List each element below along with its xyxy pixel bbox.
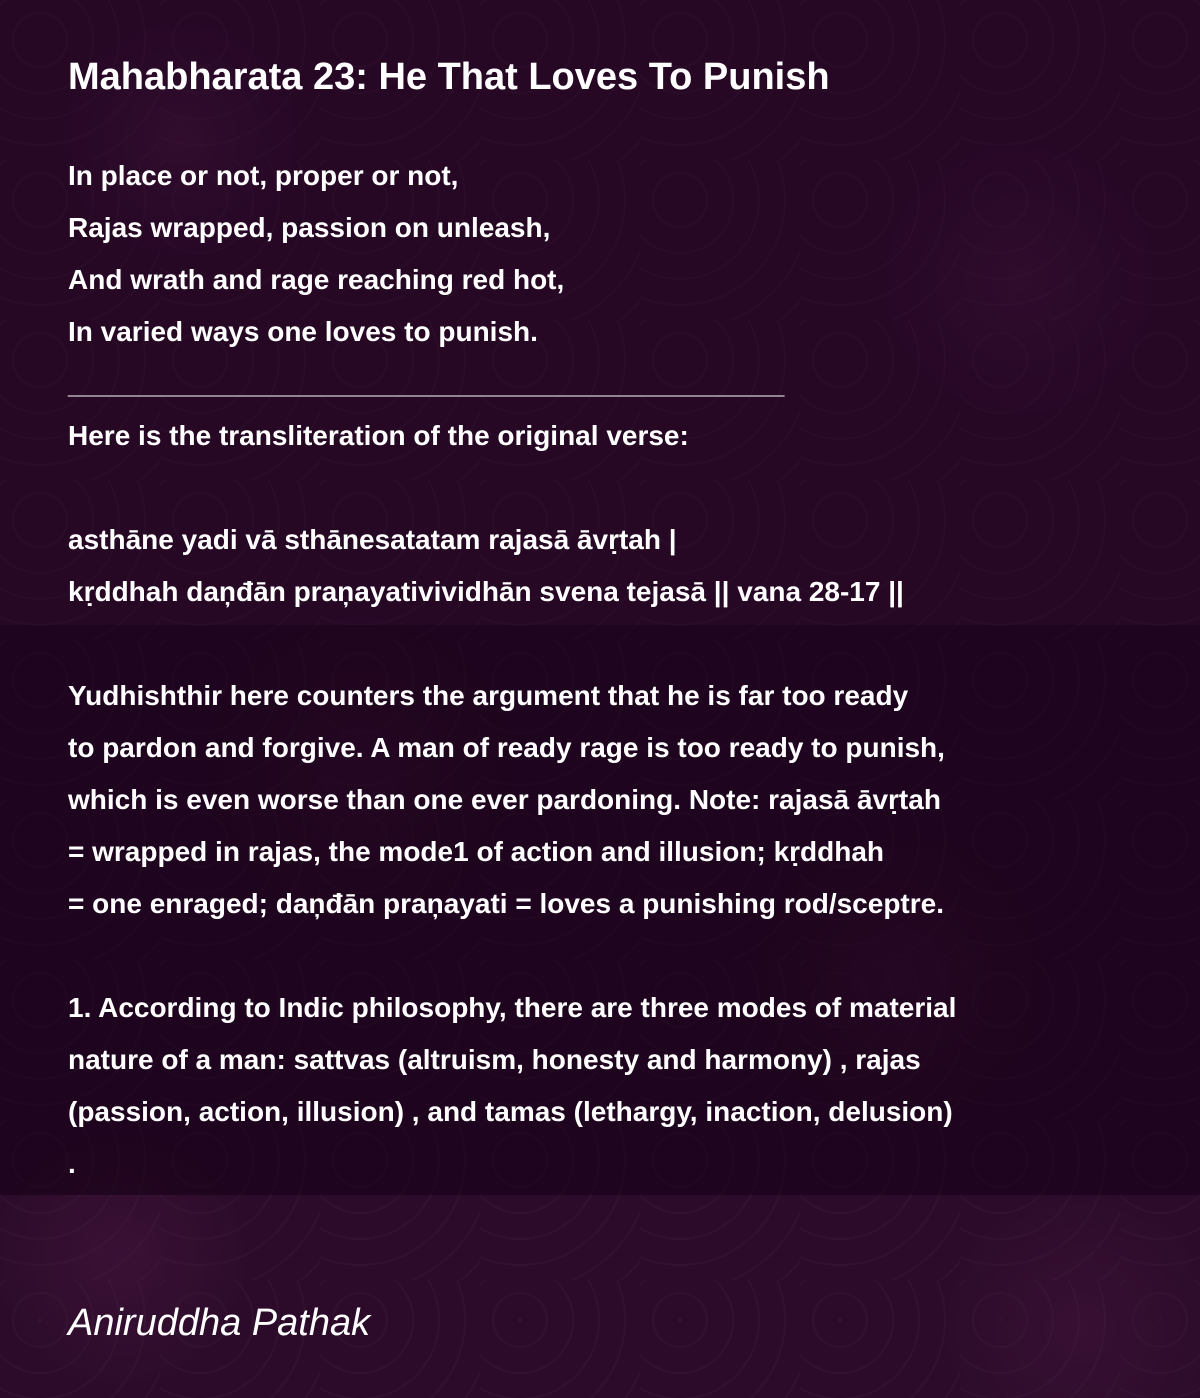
poem-line: asthāne yadi vā sthānesatatam rajasā āvṛtah | xyxy=(68,524,677,555)
poem-line: Here is the transliteration of the original verse: xyxy=(68,420,689,451)
poem-line: = wrapped in rajas, the mode1 of action and illusion; kṛddhah xyxy=(68,836,885,867)
blank-line xyxy=(68,618,1168,670)
poem-line: which is even worse than one ever pardoning. Note: rajasā āvṛtah xyxy=(68,784,941,815)
poem-line: (passion, action, illusion) , and tamas (lethargy, inaction, delusion) xyxy=(68,1096,953,1127)
poem-line: kṛddhah daņđān praņayativividhān svena tejasā || vana 28-17 || xyxy=(68,576,904,607)
poem-title: Mahabharata 23: He That Loves To Punish xyxy=(68,56,830,98)
poem-line: Yudhishthir here counters the argument that he is far too ready xyxy=(68,680,909,711)
poem-line: In place or not, proper or not, xyxy=(68,160,459,191)
poem-body xyxy=(68,150,1168,1190)
poem-line: And wrath and rage reaching red hot, xyxy=(68,264,565,295)
poem-line: to pardon and forgive. A man of ready rage is too ready to punish, xyxy=(68,732,945,763)
poem-line: ______________________________________________ xyxy=(68,368,785,399)
blank-line xyxy=(68,930,1168,982)
poem-line: In varied ways one loves to punish. xyxy=(68,316,538,347)
poem-author: Aniruddha Pathak xyxy=(68,1302,371,1344)
poem-line: nature of a man: sattvas (altruism, honesty and harmony) , rajas xyxy=(68,1044,921,1075)
blank-line xyxy=(68,462,1168,514)
poem-line: 1. According to Indic philosophy, there are three modes of material xyxy=(68,992,957,1023)
poem-line: = one enraged; daņđān praņayati = loves a punishing rod/sceptre. xyxy=(68,888,944,919)
poem-line: . xyxy=(68,1148,76,1179)
poem-line: Rajas wrapped, passion on unleash, xyxy=(68,212,551,243)
